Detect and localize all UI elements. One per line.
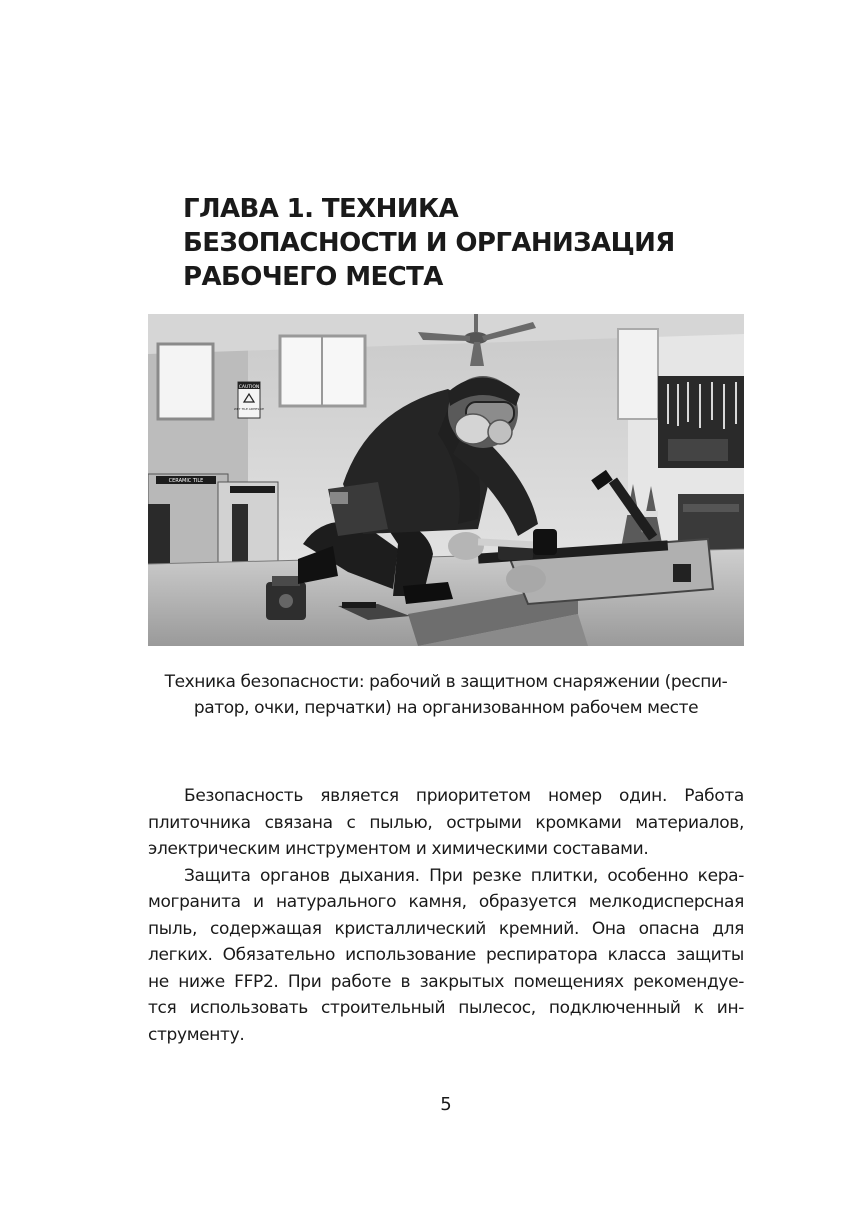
chapter-title-line: БЕЗОПАСНОСТИ И ОРГАНИЗАЦИЯ bbox=[183, 228, 675, 258]
body-text bbox=[148, 783, 744, 1048]
caution-sign-text: CAUTION bbox=[238, 385, 260, 390]
chapter-title bbox=[183, 192, 763, 294]
paragraph-line: струменту. bbox=[148, 1024, 245, 1045]
chapter-title-line: РАБОЧЕГО МЕСТА bbox=[183, 262, 443, 292]
caption-line: ратор, очки, перчатки) на организованном рабочем месте bbox=[193, 698, 699, 718]
safety-photo bbox=[148, 314, 744, 646]
paragraph-line: пыль, содержащая кристаллический кремний. Она опасна для bbox=[148, 918, 744, 939]
caution-sign-subtext: WET TILE ADHESIVE bbox=[233, 407, 265, 411]
paragraph-line: Безопасность является приоритетом номер один. Работа bbox=[184, 786, 744, 806]
photo-caption bbox=[130, 669, 762, 721]
paragraph-line: могранита и натурального камня, образуется мелкодисперсная bbox=[148, 892, 744, 912]
paragraph-line: Защита органов дыхания. При резке плитки, особенно кера- bbox=[184, 865, 744, 886]
page-number: 5 bbox=[440, 1094, 452, 1115]
caution-sign-icon bbox=[234, 382, 264, 418]
paragraph-line: не ниже FFP2. При работе в закрытых помещениях рекомендуе- bbox=[148, 971, 744, 992]
chapter-title-line: ГЛАВА 1. ТЕХНИКА bbox=[183, 194, 459, 224]
paragraph-line: электрическим инструментом и химическими составами. bbox=[148, 839, 649, 859]
paragraph-line: легких. Обязательно использование респиратора класса защиты bbox=[148, 945, 744, 965]
paragraph-line: тся использовать строительный пылесос, подключенный к ин- bbox=[148, 998, 744, 1018]
tile-boxes bbox=[148, 474, 278, 569]
paragraph-1 bbox=[148, 783, 744, 863]
box-label-text: CERAMIC TILE bbox=[168, 478, 204, 484]
paragraph-line: плиточника связана с пылью, острыми кромками материалов, bbox=[148, 812, 744, 833]
tool-board bbox=[658, 376, 744, 468]
caption-line: Техника безопасности: рабочий в защитном снаряжении (респи- bbox=[164, 672, 728, 692]
paragraph-2 bbox=[148, 863, 744, 1049]
